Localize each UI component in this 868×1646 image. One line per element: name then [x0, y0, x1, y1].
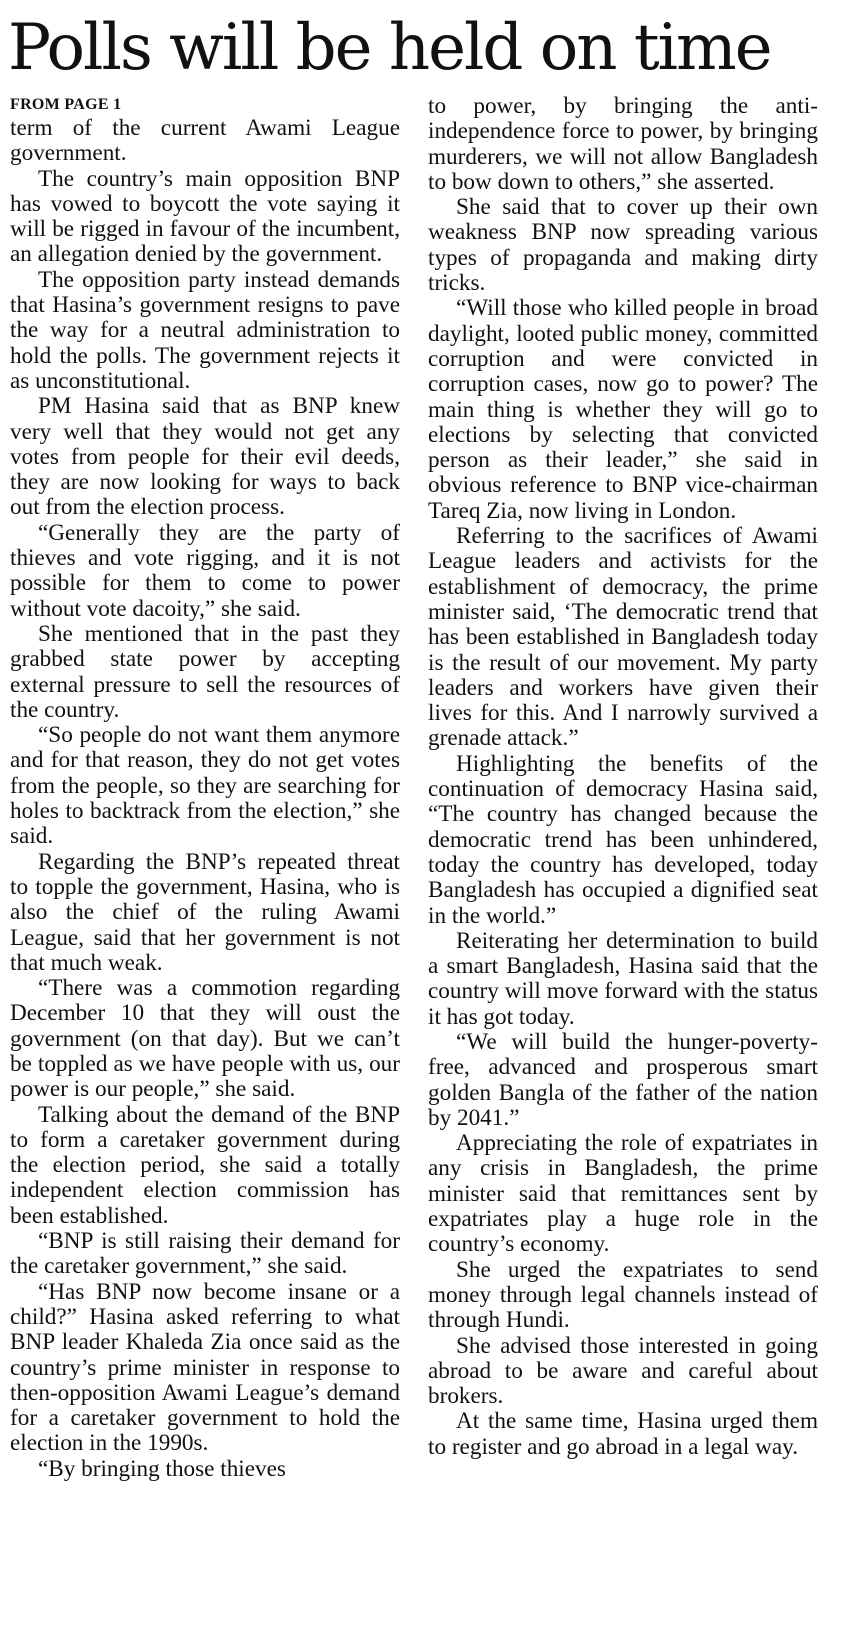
paragraph: “So people do not want them anymore and for that reason, they do not get votes from the people, so they are searching for holes to backtrack from the election,” she said. [10, 722, 400, 850]
paragraph: to power, by bringing the anti-independence force to power, by bringing murderers, we will not allow Bangladesh to bow down to others,” she asserted. [428, 93, 818, 195]
article-column-left [10, 94, 400, 1482]
paragraph: Appreciating the role of expatriates in any crisis in Bangladesh, the prime minister said that remittances sent by expatriates play a huge role in the country’s economy. [428, 1130, 818, 1258]
paragraph: Talking about the demand of the BNP to form a caretaker government during the election period, she said a totally independent election commission has been established. [10, 1101, 400, 1229]
paragraph: The opposition party instead demands that Hasina’s government resigns to pave the way for a neutral administration to hold the polls. The government rejects it as unconstitutional. [10, 266, 400, 394]
paragraph: Regarding the BNP’s repeated threat to topple the government, Hasina, who is also the chief of the ruling Awami League, said that her government is not that much weak. [10, 848, 400, 976]
paragraph: “By bringing those thieves [38, 1455, 286, 1482]
paragraph: She advised those interested in going abroad to be aware and careful about brokers. [428, 1332, 818, 1410]
article-column-right [428, 94, 818, 1460]
paragraph: “We will build the hunger-poverty-free, advanced and prosperous smart golden Bangla of the father of the nation by 2041.” [428, 1028, 818, 1131]
paragraph: She urged the expatriates to send money through legal channels instead of through Hundi. [428, 1256, 818, 1334]
paragraph: She said that to cover up their own weakness BNP now spreading various types of propaganda and making dirty tricks. [428, 194, 818, 297]
paragraph: “BNP is still raising their demand for the caretaker government,” she said. [10, 1228, 400, 1280]
paragraph: term of the current Awami League government. [10, 115, 400, 167]
headline: Polls will be held on time [8, 11, 771, 85]
jump-label: FROM PAGE 1 [10, 96, 122, 113]
paragraph: The country’s main opposition BNP has vowed to boycott the vote saying it will be rigged in favour of the incumbent, an allegation denied by the government. [10, 165, 400, 268]
paragraph: Highlighting the benefits of the continuation of democracy Hasina said, “The country has changed because the democratic trend has been unhindered, today the country has developed, today Bangladesh has occupied a dignified seat in the world.” [428, 750, 818, 929]
paragraph: Reiterating her determination to build a smart Bangladesh, Hasina said that the country will move forward with the status it has got today. [428, 927, 818, 1030]
paragraph: At the same time, Hasina urged them to register and go abroad in a legal way. [428, 1408, 818, 1460]
paragraph: She mentioned that in the past they grabbed state power by accepting external pressure to sell the resources of the country. [10, 620, 400, 723]
paragraph: “There was a commotion regarding December 10 that they will oust the government (on that day). But we can’t be toppled as we have people with us, our power is our people,” she said. [10, 975, 400, 1103]
paragraph: “Has BNP now become insane or a child?” Hasina asked referring to what BNP leader Khaleda Zia once said as the country’s prime minister in response to then-opposition Awami League’s demand for a caretaker government to hold the election in the 1990s. [10, 1278, 400, 1457]
paragraph: “Generally they are the party of thieves and vote rigging, and it is not possible for them to come to power without vote dacoity,” she said. [10, 519, 400, 622]
paragraph: “Will those who killed people in broad daylight, looted public money, committed corruption and were convicted in corruption cases, now go to power? The main thing is whether they will go to elections by selecting that convicted person as their leader,” she said in obvious reference to BNP vice-chairman Tareq Zia, now living in London. [428, 295, 818, 524]
paragraph: Referring to the sacrifices of Awami League leaders and activists for the establishment of democracy, the prime minister said, ‘The democratic trend that has been established in Bangladesh today is the result of our movement. My party leaders and workers have given their lives for this. And I narrowly survived a grenade attack.” [428, 523, 818, 752]
paragraph: PM Hasina said that as BNP knew very well that they would not get any votes from people for their evil deeds, they are now looking for ways to back out from the election process. [10, 393, 400, 521]
